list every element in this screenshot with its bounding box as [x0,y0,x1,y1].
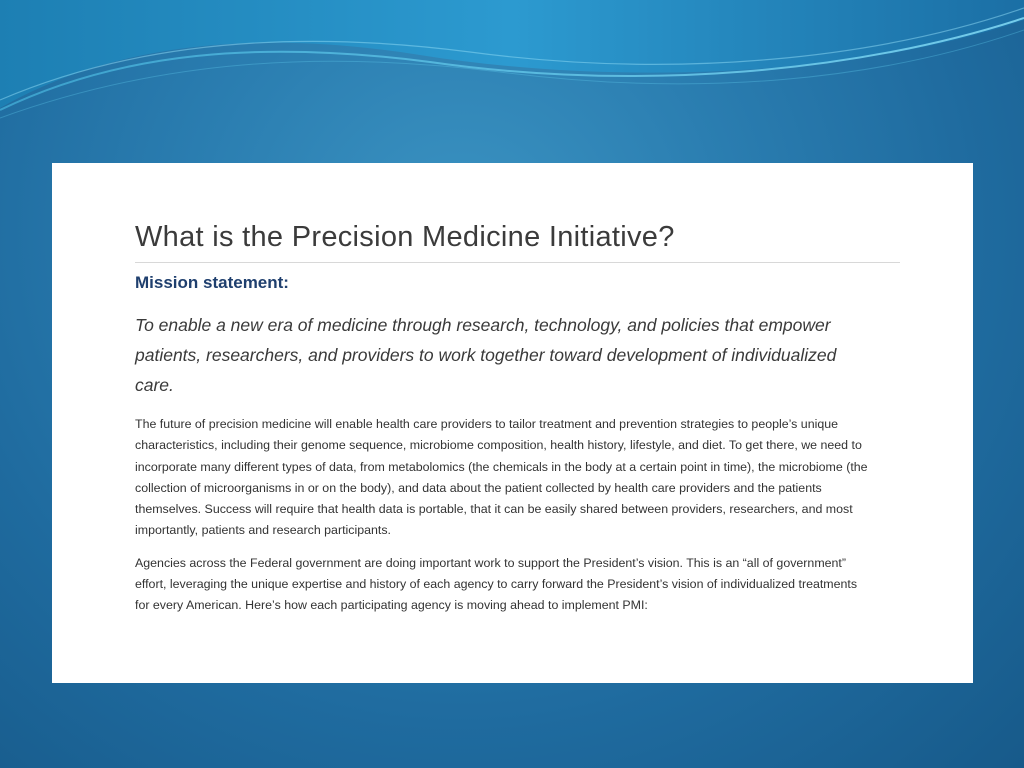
body-paragraph-agencies: Agencies across the Federal government are doing important work to support the President’s vision. This is an “all of government” effort, leveraging the unique expertise and history of each agency to carry forward the President’s vision of individualized treatments for every American. Here’s how each participating agency is moving ahead to implement PMI: [135,555,858,613]
body-paragraph-future: The future of precision medicine will enable health care providers to tailor treatment and prevention strategies to people’s unique characteristics, including their genome sequence, microbiome composition, health history, lifestyle, and diet. To get there, we need to incorporate many different types of data, from metabolomics (the chemicals in the body at a certain point in time), the microbiome (the collection of microorganisms in or on the body), and data about the patient collected by health care providers and the patients themselves. Success will require that health data is portable, that it can be easily shared between providers, researchers, and most importantly, patients and research participants. [135,417,868,538]
content-panel [52,163,973,683]
page-title: What is the Precision Medicine Initiative? [135,221,900,263]
mission-statement-text: To enable a new era of medicine through research, technology, and policies that empower patients, researchers, and providers to work together toward development of individualized care. [135,315,837,395]
decorative-wave-banner [0,0,1024,130]
mission-statement-heading: Mission statement: [135,273,289,292]
